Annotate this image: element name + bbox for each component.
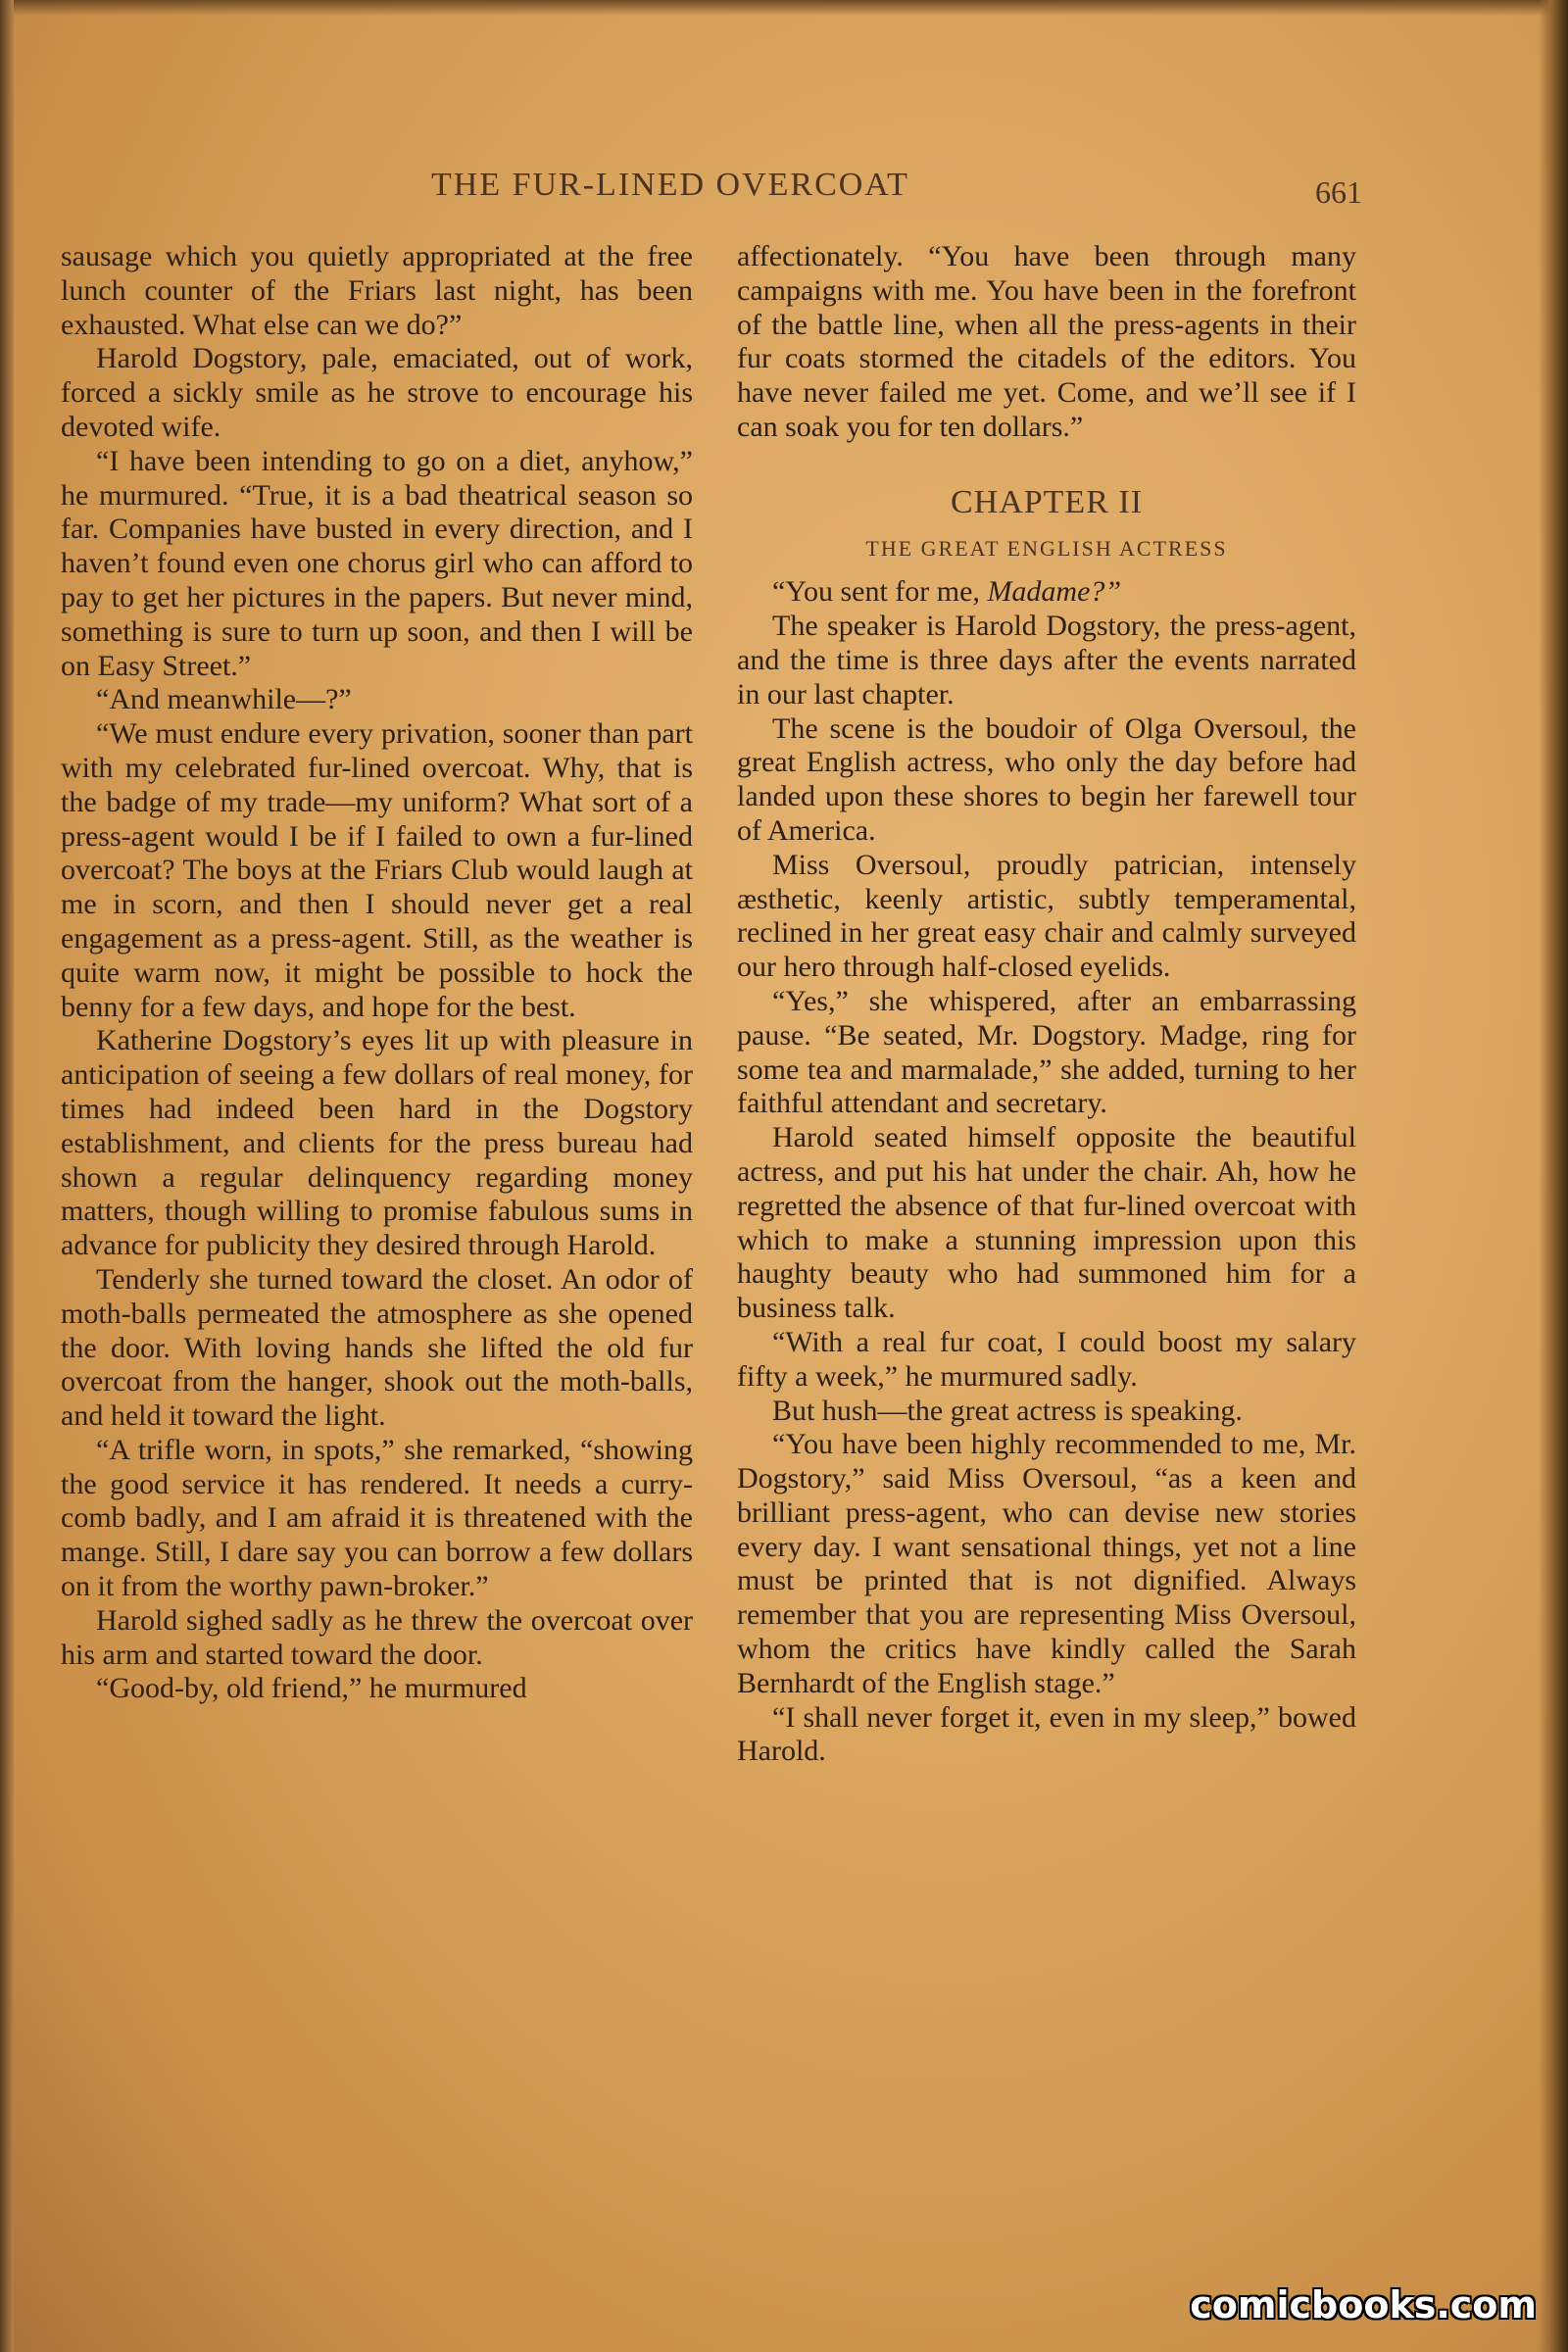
paragraph: The scene is the boudoir of Olga Oversoul, the great English actress, who only the day before had landed upon these shores to begin her farewell tour of America. [737,711,1356,847]
paragraph: sausage which you quietly appropriated at the free lunch counter of the Friars last night, has been exhausted. What else can we do?” [61,240,693,341]
paragraph: “Good-by, old friend,” he murmured [96,1672,527,1705]
paragraph: Katherine Dogstory’s eyes lit up with pleasure in anticipation of seeing a few dollars of real money, for times had indeed been hard in the Dogstory establishment, and clients for the press bureau had shown a regular delinquency regarding money matters, though willing to promise fabulous sums in advance for publicity they desired through Harold. [61,1024,693,1262]
paragraph: “And meanwhile—?” [96,683,352,716]
page-number: 661 [1315,174,1362,210]
paragraph: “We must endure every privation, sooner than part with my celebrated fur-lined overcoat. Why, that is the badge of my trade—my uniform? What sort of a press-agent would I be if I failed to own a fur-lined overcoat? The boys at the Friars Club would laugh at me in scorn, and then I should never get a real engagement as a press-agent. Still, as the weather is quite warm now, it might be possible to hock the benny for a few days, and hope for the best. [61,717,693,1023]
page-top-edge [0,0,1568,16]
chapter-subtitle: THE GREAT ENGLISH ACTRESS [865,535,1228,561]
paragraph: Harold sighed sadly as he threw the overcoat over his arm and started toward the door. [61,1603,693,1671]
left-column [61,240,693,1706]
paragraph: Harold Dogstory, pale, emaciated, out of work, forced a sickly smile as he strove to encourage his devoted wife. [61,342,693,443]
page-header [59,167,1362,216]
paragraph: Harold seated himself opposite the beautiful actress, and put his hat under the chair. Ah, how he regretted the absence of that fur-lined overcoat with which to make a stunning impression upon this haughty beauty who had summoned him for a business talk. [737,1121,1356,1325]
dialogue-text: “You sent for me, [772,575,988,609]
paragraph: Miss Oversoul, proudly patrician, intensely æsthetic, keenly artistic, subtly temperamental, reclined in her great easy chair and calmly surveyed our hero through half-closed eyelids. [737,848,1356,984]
watermark-logo: comicbooks.com [1190,2283,1537,2327]
right-column [737,240,1356,1769]
paragraph: “I shall never forget it, even in my sleep,” bowed Harold. [737,1700,1356,1768]
running-title: THE FUR-LINED OVERCOAT [431,167,909,203]
paragraph: “You have been highly recommended to me, Mr. Dogstory,” said Miss Oversoul, “as a keen and brilliant press-agent, who can devise new stories every day. I want sensational things, yet not a line must be printed that is not dignified. Always remember that you are representing Miss Oversoul, whom the critics have kindly called the Sarah Bernhardt of the English stage.” [737,1428,1356,1699]
paragraph [737,575,1356,610]
paragraph: “I have been intending to go on a diet, anyhow,” he murmured. “True, it is a bad theatrical season so far. Companies have busted in every direction, and I haven’t found even one chorus girl who can afford to pay to get her pictures in the papers. But never mind, something is sure to turn up soon, and then I will be on Easy Street.” [61,444,693,682]
page-right-edge [1539,0,1568,2352]
chapter-heading: CHAPTER II [950,483,1144,520]
italic-word: Madame?” [987,575,1122,609]
paragraph: The speaker is Harold Dogstory, the press-agent, and the time is three days after the events narrated in our last chapter. [737,610,1356,710]
page-left-edge [0,0,14,2352]
paragraph: But hush—the great actress is speaking. [772,1394,1243,1427]
paragraph: “With a real fur coat, I could boost my salary fifty a week,” he murmured sadly. [737,1325,1356,1393]
paragraph: “Yes,” she whispered, after an embarrassing pause. “Be seated, Mr. Dogstory. Madge, ring for some tea and marmalade,” she added, turning to her faithful attendant and secretary. [737,984,1356,1120]
paragraph: affectionately. “You have been through many campaigns with me. You have been in the forefront of the battle line, when all the press-agents in their fur coats stormed the citadels of the editors. You have never failed me yet. Come, and we’ll see if I can soak you for ten dollars.” [737,240,1356,443]
paragraph: “A trifle worn, in spots,” she remarked, “showing the good service it has rendered. It needs a curry-comb badly, and I am afraid it is threatened with the mange. Still, I dare say you can borrow a few dollars on it from the worthy pawn-broker.” [61,1433,693,1603]
paragraph: Tenderly she turned toward the closet. An odor of moth-balls permeated the atmosphere as she opened the door. With loving hands she lifted the old fur overcoat from the hanger, shook out the moth-balls, and held it toward the light. [61,1262,693,1433]
